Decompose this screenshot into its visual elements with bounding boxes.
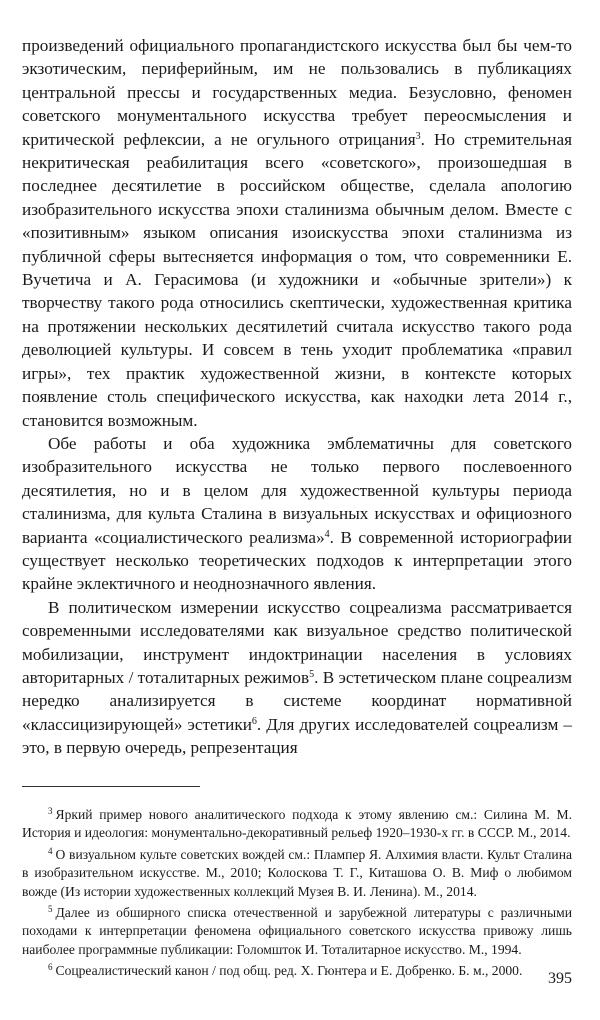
footnote [22, 846, 572, 901]
paragraph-text: . В эстетическом плане соцреализм нередко анализируется в системе координат нормативной «классицизирующей» эстетики [22, 667, 572, 734]
footnote [22, 904, 572, 959]
paragraph-3 [22, 596, 572, 760]
footnote-text: Далее из обширного списка отечественной и зарубежной литературы с различными походами к интерпретации феномена официального советского искусства привожу лишь наиболее программные публикации: Голомшток И. Тоталитарное искусство. М., 1994. [22, 905, 572, 957]
footnote-ref-4: 4 [324, 528, 330, 540]
paragraph-text: произведений официального пропагандистского искусства был бы чем-то экзотическим, периферийным, им не пользовались в публикациях центральной прессы и государственных медиа. Безусловно, феномен советского монументального искусства требует переосмысления и критической рефлексии, а не огульного отрицания [22, 36, 572, 149]
footnote-text: О визуальном культе советских вождей см.: Плампер Я. Алхимия власти. Культ Сталина в изобразительном искусстве. М., 2010; Колоскова Т. Г., Киташова О. В. Миф о любимом вожде (Из истории художественных коллекций Музея В. И. Ленина). М., 2014. [22, 846, 572, 899]
footnote [22, 962, 572, 980]
paragraph-2 [22, 432, 572, 596]
footnote-ref-3: 3 [415, 130, 421, 142]
footnotes [22, 806, 572, 984]
main-text [22, 34, 572, 760]
footnote-number: 3 [48, 806, 53, 816]
paragraph-1 [22, 34, 572, 432]
paragraph-text: . Для других исследователей соцреализм – это, в первую очередь, репрезентация [22, 714, 572, 758]
paragraph-text: В политическом измерении искусство соцреализма рассматривается современными исследователями как визуальное средство политической мобилизации, инструмент индоктринации населения в условиях авторитарных / тоталитарных режимов [22, 597, 572, 687]
footnote-number: 6 [48, 962, 53, 973]
footnote-divider [22, 786, 200, 787]
footnote-number: 4 [48, 845, 53, 856]
footnote [22, 806, 572, 843]
footnote-ref-6: 6 [251, 715, 257, 727]
footnote-text: Соцреалистический канон / под общ. ред. Х. Гюнтера и Е. Добренко. Б. м., 2000. [55, 963, 523, 979]
paragraph-text: . Но стремительная некритическая реабилитация всего «советского», произошедшая в последнее десятилетие в российском обществе, сделала апологию изобразительного искусства эпохи сталинизма обычным делом. Вместе с «позитивным» языком описания изоискусства эпохи сталинизма из публичной сферы вытесняется информация о том, что современники Е. Вучетича и А. Герасимова (и художники и «обычные зрители») к творчеству такого рода относились скептически, художественная критика на протяжении нескольких десятилетий считала искусство такого рода деволюцией культуры. И совсем в тень уходит проблематика «правил игры», тех практик художественной жизни, в контексте которых появление столь специфического искусства, как находки лета 2014 г., становится возможным. [22, 129, 572, 430]
paragraph-text: Обе работы и оба художника эмблематичны для советского изобразительного искусства не только первого послевоенного десятилетия, но и в целом для художественной культуры периода сталинизма, для культа Сталина в визуальных искусствах и официозного варианта «социалистического реализма» [22, 433, 572, 547]
paragraph-text: . В современной историографии существует несколько теоретических подходов к интерпретации этого крайне эклектичного и неоднозначного явления. [22, 527, 572, 594]
page-number: 395 [548, 970, 572, 987]
footnote-number: 5 [48, 904, 53, 915]
footnote-ref-5: 5 [309, 668, 315, 680]
footnote-text: Яркий пример нового аналитического подхода к этому явлению см.: Силина М. М. История и идеология: монументально-декоративный рельеф 1920–1930-х гг. в СССР. М., 2014. [22, 807, 572, 841]
